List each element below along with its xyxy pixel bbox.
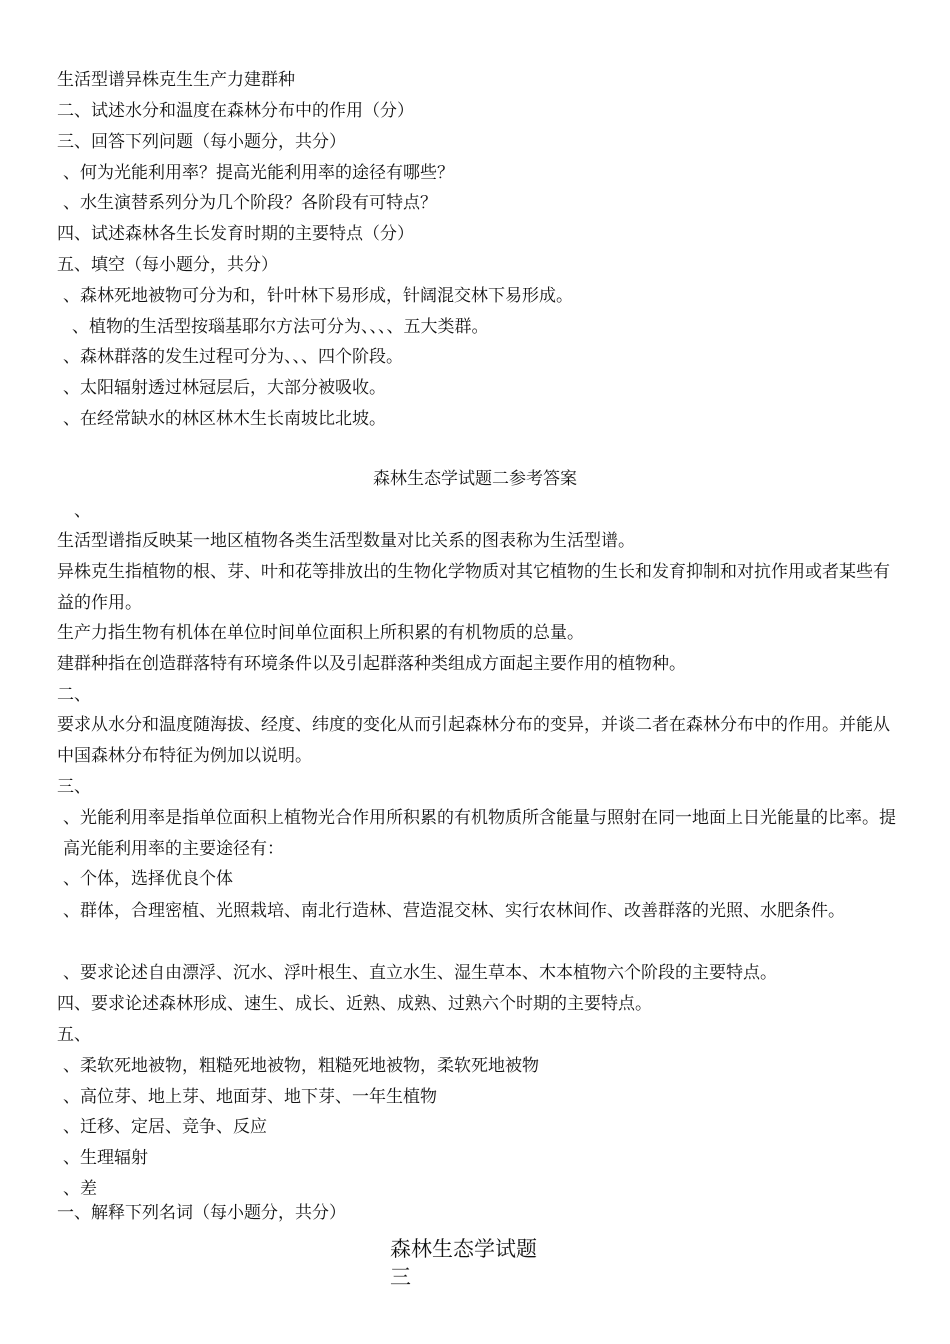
answer-3-1: 、光能利用率是指单位面积上植物光合作用所积累的有机物质所含能量与照射在同一地面上日光能量的比率。提高光能利用率的主要途径有：: [63, 808, 896, 859]
next-question-1: 一、解释下列名词（每小题分，共分）: [57, 1203, 346, 1223]
terms-list: 生活型谱异株克生生产力建群种: [57, 70, 295, 90]
answer-5-2: 、高位芽、地上芽、地面芽、地下芽、一年生植物: [63, 1087, 437, 1107]
answer-3-2: 、要求论述自由漂浮、沉水、浮叶根生、直立水生、湿生草本、木本植物六个阶段的主要特点。: [63, 963, 777, 983]
question-4: 四、试述森林各生长发育时期的主要特点（分）: [57, 224, 414, 244]
question-3-1: 、何为光能利用率？提高光能利用率的途径有哪些？: [63, 163, 454, 183]
answer-1-1: 生活型谱指反映某一地区植物各类生活型数量对比关系的图表称为生活型谱。: [57, 531, 635, 551]
question-2: 二、试述水分和温度在森林分布中的作用（分）: [57, 101, 414, 121]
question-5-4: 、太阳辐射透过林冠层后，大部分被吸收。: [63, 378, 386, 398]
answer-2: 要求从水分和温度随海拔、经度、纬度的变化从而引起森林分布的变异，并谈二者在森林分布中的作用。并能从中国森林分布特征为例加以说明。: [57, 715, 890, 766]
answer-3-1b: 、群体，合理密植、光照栽培、南北行造林、营造混交林、实行农林间作、改善群落的光照、水肥条件。: [63, 901, 845, 921]
question-3: 三、回答下列问题（每小题分，共分）: [57, 132, 346, 152]
next-exam-number: 三: [390, 1265, 411, 1289]
answer-5-3: 、迁移、定居、竞争、反应: [63, 1117, 267, 1137]
question-5: 五、填空（每小题分，共分）: [57, 255, 278, 275]
answer-5-5: 、差: [63, 1179, 97, 1199]
question-3-2: 、水生演替系列分为几个阶段？各阶段有可特点？: [63, 193, 437, 213]
answer-5-1: 、柔软死地被物，粗糙死地被物，粗糙死地被物，柔软死地被物: [63, 1056, 539, 1076]
question-5-3: 、森林群落的发生过程可分为、、、四个阶段。: [63, 347, 403, 367]
answer-1-3: 生产力指生物有机体在单位时间单位面积上所积累的有机物质的总量。: [57, 623, 584, 643]
section-2-mark: 二、: [57, 685, 91, 705]
question-5-5: 、在经常缺水的林区林木生长南坡比北坡。: [63, 409, 386, 429]
answer-1-4: 建群种指在创造群落特有环境条件以及引起群落种类组成方面起主要作用的植物种。: [57, 654, 686, 674]
section-5-mark: 五、: [57, 1025, 91, 1045]
next-exam-title: 森林生态学试题: [390, 1237, 537, 1261]
question-5-2: 、植物的生活型按瑙基耶尔方法可分为、、、、五大类群。: [72, 317, 489, 337]
section-3-mark: 三、: [57, 777, 91, 797]
answer-1-2: 异株克生指植物的根、芽、叶和花等排放出的生物化学物质对其它植物的生长和发育抑制和对抗作用或者某些有益的作用。: [57, 562, 890, 613]
answer-3-1a: 、个体，选择优良个体: [63, 869, 233, 889]
section-1-mark: 、: [74, 501, 91, 521]
answer-5-4: 、生理辐射: [63, 1148, 148, 1168]
answers-title: 森林生态学试题二参考答案: [373, 469, 577, 489]
answer-4: 四、要求论述森林形成、速生、成长、近熟、成熟、过熟六个时期的主要特点。: [57, 994, 652, 1014]
question-5-1: 、森林死地被物可分为和，针叶林下易形成，针阔混交林下易形成。: [63, 286, 573, 306]
